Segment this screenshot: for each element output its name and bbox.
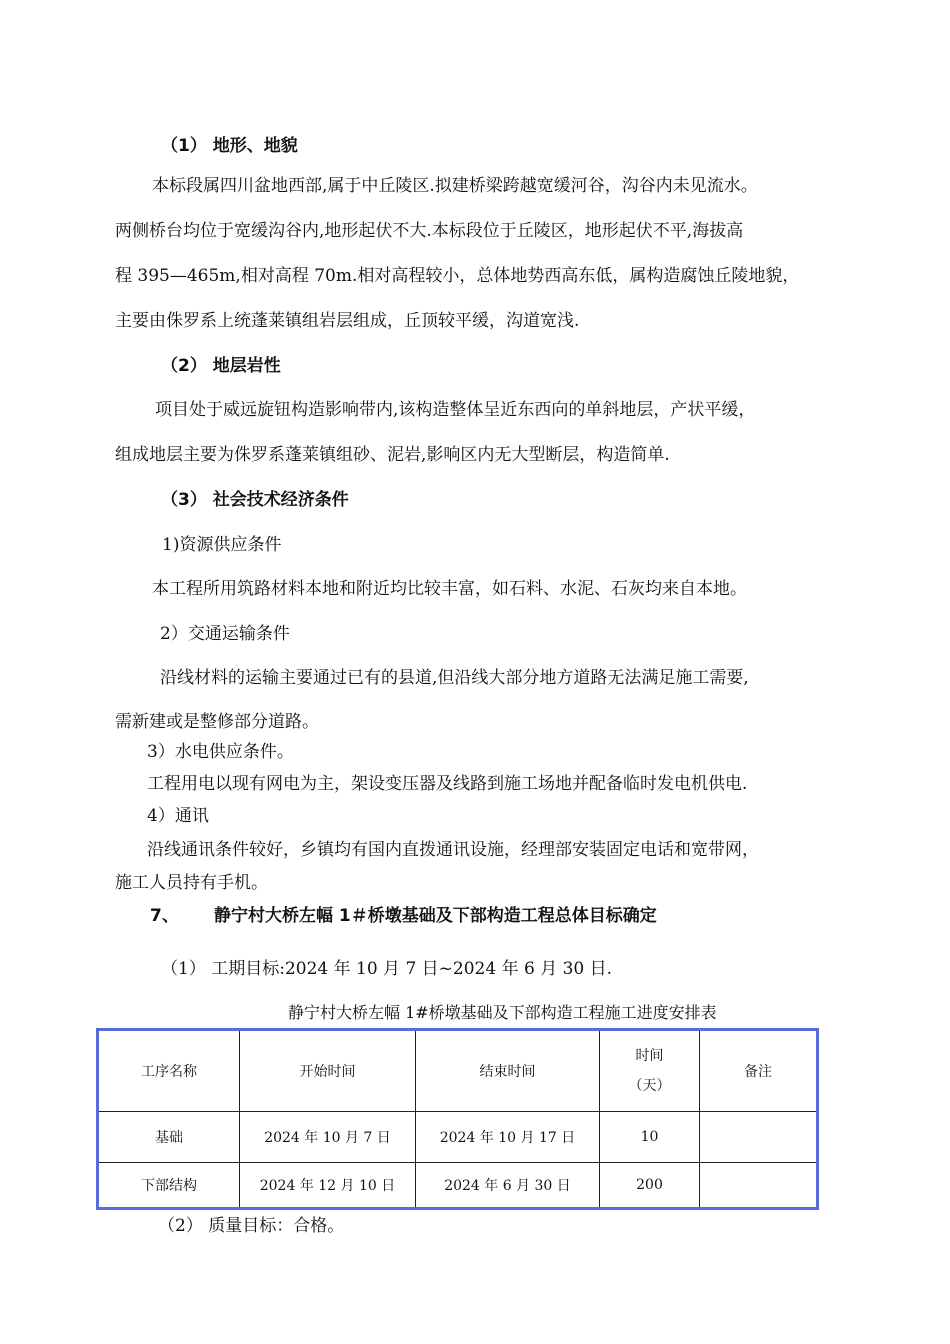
subheading: 4）通讯 — [147, 806, 209, 826]
table-cell: 2024 年 12 月 10 日 — [240, 1163, 416, 1209]
paragraph-line: 沿线材料的运输主要通过已有的县道,但沿线大部分地方道路无法满足施工需要, — [160, 668, 749, 688]
subheading: 2）交通运输条件 — [160, 624, 290, 644]
paragraph-line: 两侧桥台均位于宽缓沟谷内,地形起伏不大.本标段位于丘陵区，地形起伏不平,海拔高 — [115, 221, 744, 241]
subheading: 1)资源供应条件 — [162, 535, 282, 555]
paragraph-line: 需新建或是整修部分道路。 — [115, 712, 319, 732]
paragraph-line: 沿线通讯条件较好，乡镇均有国内直拨通讯设施，经理部安装固定电话和宽带网， — [147, 840, 759, 860]
schedule-table — [96, 1028, 819, 1210]
section-heading-strata: （2） 地层岩性 — [161, 356, 281, 376]
table-cell: 2024 年 10 月 7 日 — [240, 1112, 416, 1163]
paragraph-line: 组成地层主要为侏罗系蓬莱镇组砂、泥岩,影响区内无大型断层，构造简单. — [115, 445, 670, 465]
paragraph-line: （2） 质量目标：合格。 — [158, 1216, 345, 1236]
table-cell: 200 — [600, 1163, 700, 1209]
table-cell: 2024 年 6 月 30 日 — [416, 1163, 600, 1209]
table-cell: 基础 — [98, 1112, 240, 1163]
paragraph-line: 施工人员持有手机。 — [115, 873, 268, 893]
column-header — [600, 1030, 700, 1112]
section-heading-terrain: （1） 地形、地貌 — [161, 136, 298, 156]
column-header-line: 时间 — [635, 1048, 664, 1064]
section-heading-goal: 静宁村大桥左幅 1＃桥墩基础及下部构造工程总体目标确定 — [214, 906, 657, 926]
column-header: 开始时间 — [240, 1030, 416, 1112]
paragraph-line: （1） 工期目标:2024 年 10 月 7 日~2024 年 6 月 30 日. — [161, 959, 613, 979]
column-header: 结束时间 — [416, 1030, 600, 1112]
column-header: 备注 — [700, 1030, 818, 1112]
subheading: 3）水电供应条件。 — [147, 742, 294, 762]
table-cell: 下部结构 — [98, 1163, 240, 1209]
section-heading-social: （3） 社会技术经济条件 — [161, 490, 349, 510]
paragraph-line: 程 395—465m,相对高程 70m.相对高程较小，总体地势西高东低，属构造腐蚀丘陵地貌， — [115, 266, 800, 286]
table-row — [98, 1163, 818, 1209]
paragraph-line: 工程用电以现有网电为主，架设变压器及线路到施工场地并配备临时发电机供电. — [147, 774, 748, 794]
table-cell — [700, 1112, 818, 1163]
table-caption: 静宁村大桥左幅 1#桥墩基础及下部构造工程施工进度安排表 — [288, 1003, 717, 1022]
paragraph-line: 本工程所用筑路材料本地和附近均比较丰富，如石料、水泥、石灰均来自本地。 — [152, 579, 747, 599]
paragraph-line: 项目处于威远旋钮构造影响带内,该构造整体呈近东西向的单斜地层，产状平缓， — [155, 400, 756, 420]
table-row — [98, 1112, 818, 1163]
column-header: 工序名称 — [98, 1030, 240, 1112]
table-cell — [700, 1163, 818, 1209]
section-number: 7、 — [150, 906, 179, 926]
table-header-row — [98, 1030, 818, 1112]
table-cell: 2024 年 10 月 17 日 — [416, 1112, 600, 1163]
column-header-line: （天） — [628, 1078, 671, 1094]
paragraph-line: 主要由侏罗系上统蓬莱镇组岩层组成，丘顶较平缓，沟道宽浅. — [115, 311, 580, 331]
table-cell: 10 — [600, 1112, 700, 1163]
paragraph-line: 本标段属四川盆地西部,属于中丘陵区.拟建桥梁跨越宽缓河谷，沟谷内未见流水。 — [152, 176, 758, 196]
